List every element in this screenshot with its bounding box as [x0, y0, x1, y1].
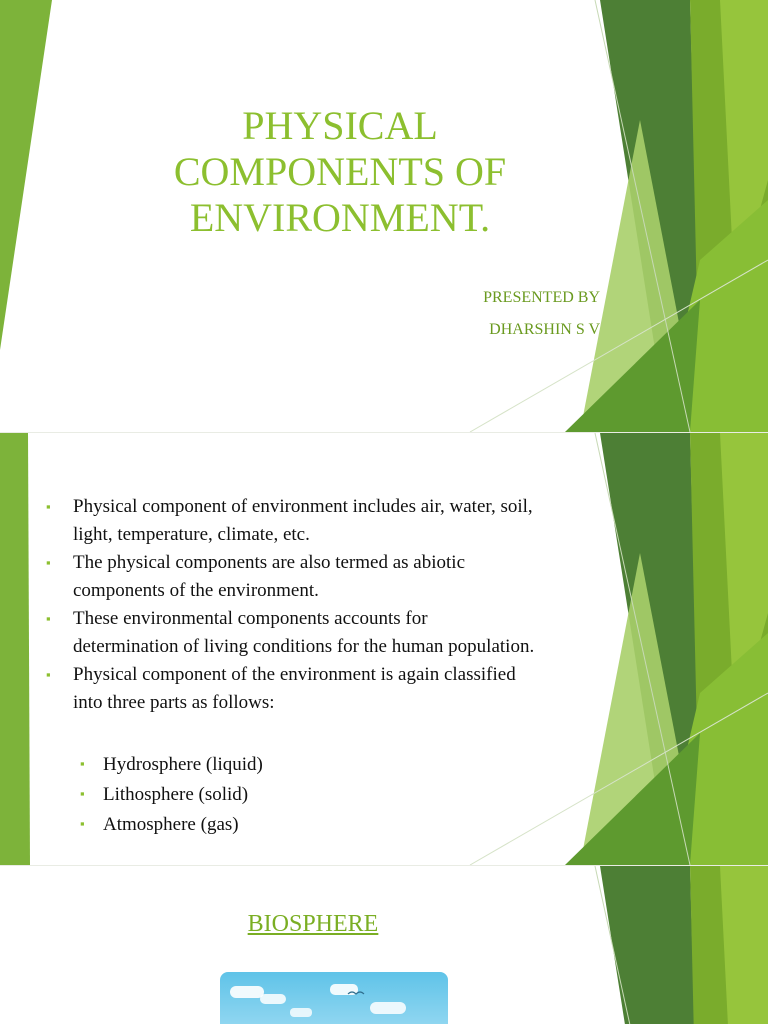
sub-bullet-text: Atmosphere (gas) [103, 814, 239, 835]
sub-bullet-item [78, 750, 478, 780]
sub-bullet-list [78, 750, 478, 840]
bullet-icon: ▪ [46, 555, 51, 570]
title-line-3: ENVIRONMENT. [189, 195, 491, 240]
sub-bullet-text: Hydrosphere (liquid) [103, 754, 263, 775]
bullet-text: These environmental components accounts for [73, 608, 428, 629]
title-slide [0, 0, 768, 432]
biosphere-illustration [220, 972, 448, 1024]
bullet-text: The physical components are also termed as abiotic [73, 552, 466, 573]
bullet-icon: ▪ [46, 611, 51, 626]
bullet-text: Physical component of environment includes air, water, soil, [73, 496, 533, 517]
biosphere-slide [0, 866, 768, 1024]
bullet-list [44, 493, 624, 717]
slide-title [100, 103, 580, 241]
title-line-2: COMPONENTS OF [173, 149, 507, 194]
clouds-icon [220, 972, 448, 1024]
bullet-icon: ▪ [80, 816, 85, 831]
biosphere-title: BIOSPHERE [247, 911, 379, 937]
bullet-text: light, temperature, climate, etc. [73, 524, 310, 545]
bullet-item [44, 549, 624, 605]
content-slide [0, 433, 768, 865]
bullet-item [44, 605, 624, 661]
sub-bullet-item [78, 780, 478, 810]
sub-bullet-text: Lithosphere (solid) [103, 784, 249, 805]
bullet-text: determination of living conditions for the human population. [73, 636, 535, 657]
bullet-icon: ▪ [80, 786, 85, 801]
bullet-item [44, 493, 624, 549]
bullet-text: Physical component of the environment is again classified [73, 664, 516, 685]
title-line-1: PHYSICAL [242, 103, 438, 148]
author-name: DHARSHIN S V [489, 321, 600, 338]
bullet-icon: ▪ [80, 756, 85, 771]
presented-by-label: PRESENTED BY [483, 289, 600, 306]
bullet-icon: ▪ [46, 499, 51, 514]
bullet-text: components of the environment. [73, 580, 319, 601]
sub-bullet-item [78, 810, 478, 840]
bullet-item [44, 661, 624, 717]
bullet-icon: ▪ [46, 667, 51, 682]
bullet-text: into three parts as follows: [73, 692, 275, 713]
